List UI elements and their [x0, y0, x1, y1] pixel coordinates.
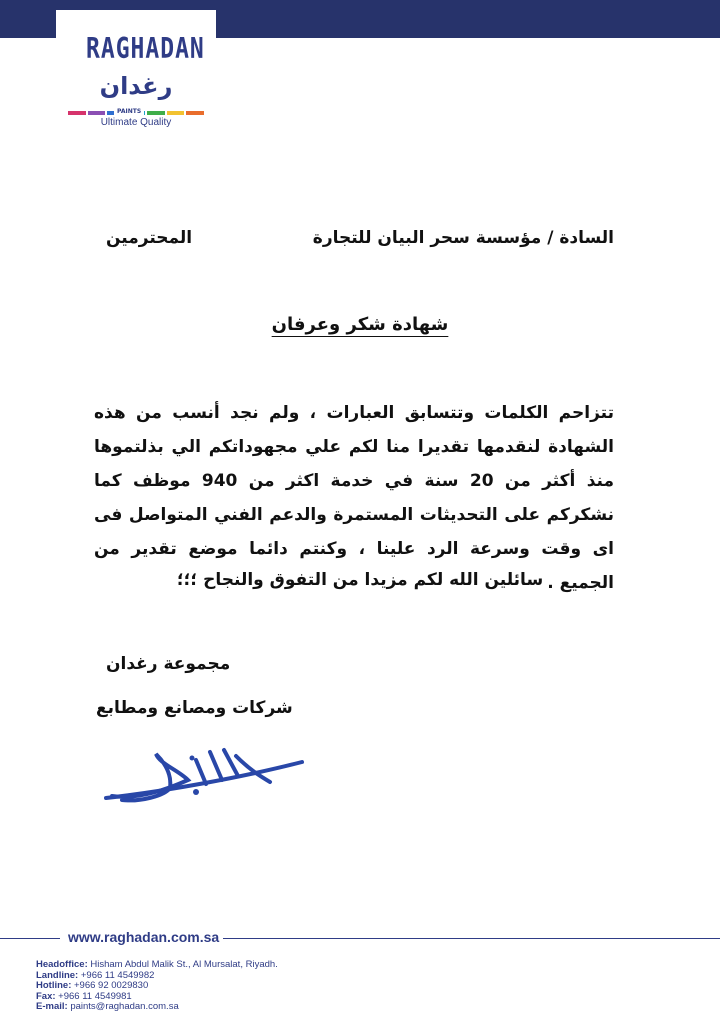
logo-tagline: Ultimate Quality [100, 117, 172, 128]
contact-value: +966 11 4549981 [55, 990, 132, 1002]
logo-stripe [167, 111, 185, 115]
footer-contact-email [36, 1002, 278, 1013]
recipient-honorific: المحترمين [106, 228, 193, 248]
contact-value: +966 11 4549982 [78, 969, 155, 981]
logo-stripe [186, 111, 204, 115]
logo-stripe [68, 111, 86, 115]
contact-label: E-mail: [36, 1001, 68, 1012]
contact-value[interactable]: paints@raghadan.com.sa [67, 1001, 179, 1012]
footer-contact-block [36, 960, 278, 1013]
contact-label: Fax: [36, 990, 56, 1002]
logo-paints-label: PAINTS [114, 106, 144, 118]
logo-wordmark-latin: RAGHADAN [86, 32, 205, 66]
signatory-companies: شركات ومصانع ومطابع [96, 698, 293, 718]
contact-label: Landline: [36, 969, 79, 981]
contact-value: Hisham Abdul Malik St., Al Mursalat, Riyadh. [87, 959, 278, 970]
contact-value: +966 92 0029830 [71, 980, 149, 991]
contact-label: Headoffice: [36, 959, 88, 970]
company-logo [56, 10, 216, 128]
logo-wordmark-arabic: رغدان [99, 72, 173, 100]
footer-rule-left [0, 938, 60, 939]
recipient-line: السادة / مؤسسة سحر البيان للتجارة [312, 228, 614, 248]
handwritten-signature [100, 740, 310, 810]
certificate-title-text: شهادة شكر وعرفان [271, 314, 449, 335]
footer-rule-right [214, 938, 720, 939]
logo-stripe [88, 111, 106, 115]
certificate-title [0, 314, 720, 335]
closing-line: سائلين الله لكم مزيدا من التفوق والنجاح ؛؛؛ [176, 570, 544, 590]
letter-body-text: تتزاحم الكلمات وتتسابق العبارات ، ولم نجد أنسب من هذه الشهادة لنقدمها تقديرا منا لكم علي مجهوداتكم الي بذلتموها منذ أكثر من 20 سنة في خدمة اكثر من 940 موظف كما نشكركم على التحديثات المستمرة والدعم الفني المتواصل فى اى وقت وسرعة الرد علينا ، وكنتم دائما موضع تقدير من الجميع . [94, 403, 614, 593]
signatory-group: مجموعة رغدان [106, 654, 231, 674]
footer-website-link[interactable]: www.raghadan.com.sa [64, 929, 223, 945]
logo-stripe [147, 111, 165, 115]
contact-label: Hotline: [36, 980, 72, 991]
